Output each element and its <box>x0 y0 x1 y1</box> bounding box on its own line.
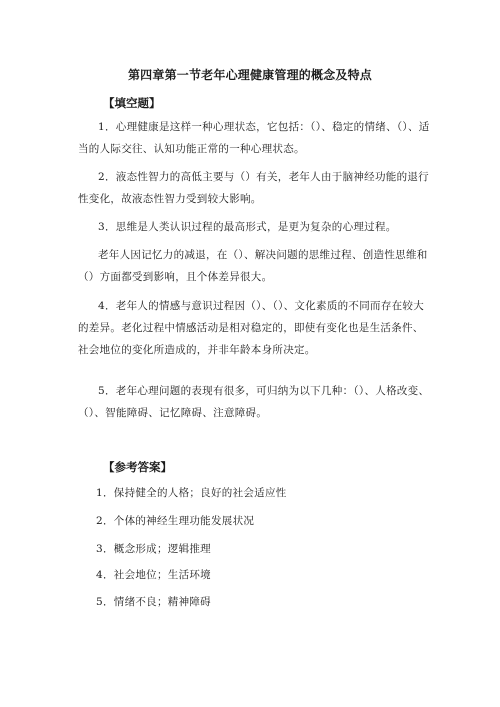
question-1: 1．心理健康是这样一种心理状态，它包括：（）、稳定的情绪、（）、适当的人际交往、认知功能正常的一种心理状态。 <box>78 121 430 155</box>
answer-1: 1．保持健全的人格；良好的社会适应性 <box>96 487 287 499</box>
fill-blank-heading: 【填空题】 <box>103 96 161 110</box>
question-4: 4．老年人的情感与意识过程因（）、（）、文化素质的不同而存在较大的差异。老化过程中情感活动是相对稳定的，即使有变化也是生活条件、社会地位的变化所造成的，并非年龄本身所决定。 <box>78 300 425 356</box>
answer-3: 3．概念形成；逻辑推理 <box>96 543 211 555</box>
question-2: 2．液态性智力的高低主要与（）有关，老年人由于脑神经功能的退行性变化，故液态性智力受到较大影响。 <box>78 171 429 205</box>
answer-heading: 【参考答案】 <box>103 460 172 474</box>
question-5: 5．老年心理问题的表现有很多，可归纳为以下几种：（）、人格改变、（）、智能障碍、记忆障碍、注意障碍。 <box>78 385 430 419</box>
page-title: 第四章第一节老年心理健康管理的概念及特点 <box>127 68 372 82</box>
answer-5: 5．情绪不良；精神障碍 <box>96 596 211 608</box>
question-3-continued: 老年人因记忆力的减退，在（）、解决问题的思维过程、创造性思维和（）方面都受到影响，且个体差异很大。 <box>78 249 428 283</box>
answer-4: 4．社会地位；生活环境 <box>96 569 211 581</box>
answer-2: 2．个体的神经生理功能发展状况 <box>96 515 255 527</box>
question-3: 3．思维是人类认识过程的最高形式，是更为复杂的心理过程。 <box>98 221 397 233</box>
